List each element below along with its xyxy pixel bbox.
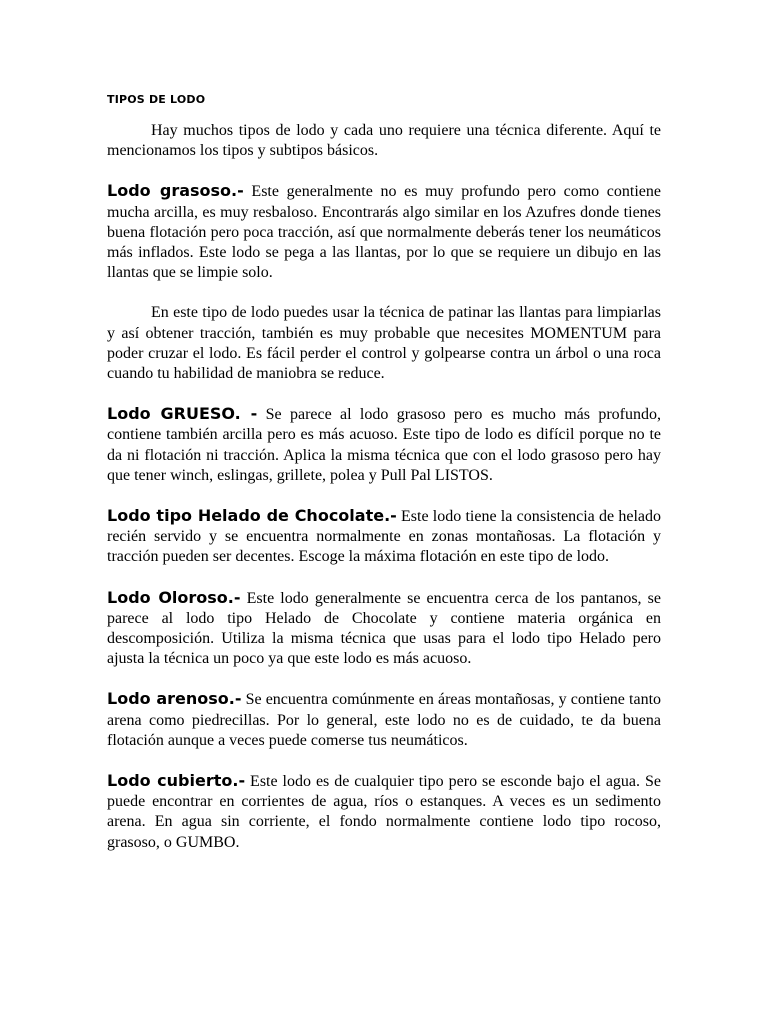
section-text: Este lodo generalmente se encuentra cerca de los pantanos, se parece al lodo tipo Helado de Chocolate y contiene materia orgánica en descomposición. Utiliza la misma técnica que usas para el lodo tipo Helado pero ajusta la técnica un poco ya que este lodo es más acuoso. — [107, 589, 661, 668]
section-text: Este lodo es de cualquier tipo pero se esconde bajo el agua. Se puede encontrar en corrientes de agua, ríos o estanques. A veces es un sedimento arena. En agua sin corriente, el fondo normalmente contiene lodo tipo rocoso, grasoso, o GUMBO. — [107, 773, 661, 851]
section-text: Este lodo tiene la consistencia de helado recién servido y se encuentra normalmente en zonas montañosas. La flotación y tracción pueden ser decentes. Escoge la máxima flotación en este tipo de lodo. — [107, 508, 661, 566]
section-text: Este generalmente no es muy profundo pero como contiene mucha arcilla, es muy resbaloso. Encontrarás algo similar en los Azufres donde tienes buena flotación pero poca tracción, así que normalmente deberás tener los neumáticos más inflados. Este lodo se pega a las llantas, por lo que se requiere un dibujo en las llantas que se limpie solo. — [107, 183, 662, 282]
section-text: En este tipo de lodo puedes usar la técnica de patinar las llantas para limpiarlas y así obtener tracción, también es muy probable que necesites MOMENTUM para poder cruzar el lodo. Es fácil perder el control y golpearse contra un árbol o una roca cuando tu habilidad de maniobra se reduce. — [107, 304, 661, 383]
section-lodo-arenoso — [107, 689, 661, 751]
section-lodo-oloroso — [107, 588, 661, 670]
section-text: Se parece al lodo grasoso pero es mucho más profundo, contiene también arcilla pero es más acuoso. Este tipo de lodo es difícil porque no te da ni flotación ni tracción. Aplica la misma técnica que con el lodo grasoso pero hay que tener winch, eslingas, grillete, polea y Pull Pal LISTOS. — [107, 406, 662, 484]
intro-paragraph: Hay muchos tipos de lodo y cada uno requiere una técnica diferente. Aquí te mencionamos los tipos y subtipos básicos. — [107, 122, 661, 160]
document-title: TIPOS DE LODO — [107, 93, 206, 106]
section-heading: Lodo tipo Helado de Chocolate.- — [107, 506, 397, 526]
section-heading: Lodo arenoso.- — [107, 689, 242, 709]
section-lodo-helado — [107, 506, 661, 568]
section-lodo-grasoso-continued — [107, 303, 661, 384]
section-heading: Lodo GRUESO. - — [107, 404, 258, 424]
section-heading: Lodo Oloroso.- — [107, 587, 241, 607]
document-page — [107, 92, 661, 873]
section-lodo-grueso — [107, 404, 661, 486]
section-heading: Lodo cubierto.- — [107, 771, 246, 791]
section-text: Se encuentra comúnmente en áreas montañosas, y contiene tanto arena como piedrecillas. Por lo general, este lodo no es de cuidado, te da buena flotación aunque a veces puede comerse tus neumáticos. — [107, 691, 662, 749]
section-lodo-grasoso — [107, 181, 661, 283]
section-heading: Lodo grasoso.- — [107, 181, 244, 201]
section-lodo-cubierto — [107, 771, 661, 853]
